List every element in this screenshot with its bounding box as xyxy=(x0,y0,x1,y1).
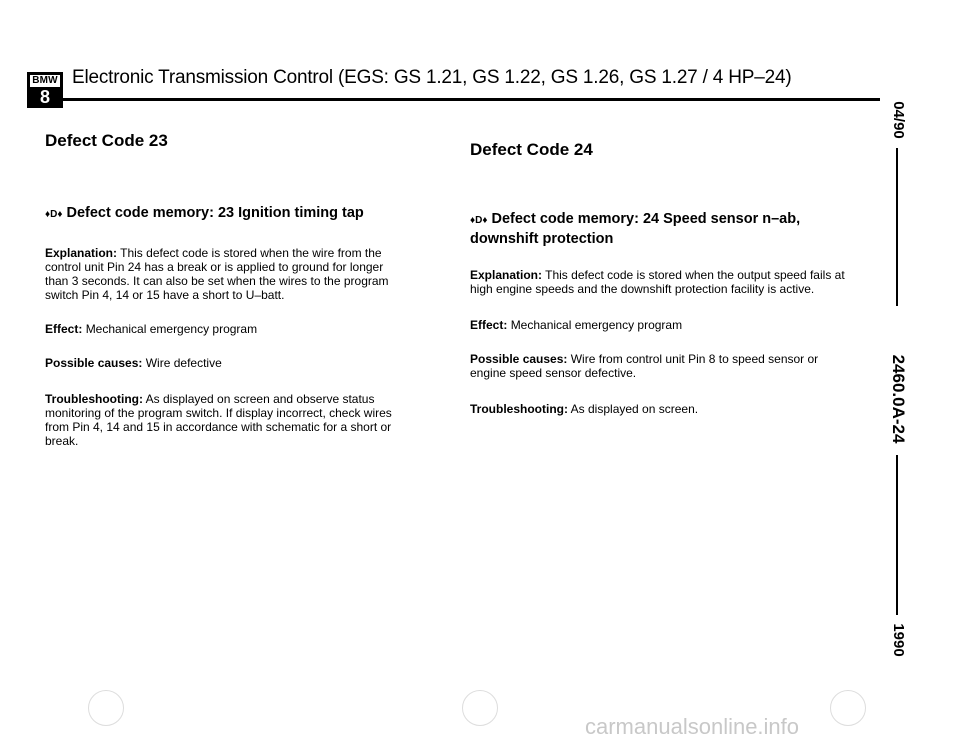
left-causes-label: Possible causes: xyxy=(45,356,143,370)
left-causes-text: Wire defective xyxy=(145,356,222,370)
side-divider-2 xyxy=(896,455,898,615)
logo-brand: BMW xyxy=(30,75,60,87)
left-troubleshooting xyxy=(45,392,405,448)
right-effect-text: Mechanical emergency program xyxy=(510,318,683,332)
left-column xyxy=(45,204,405,448)
right-explanation-label: Explanation: xyxy=(470,268,543,282)
side-date: 04/90 xyxy=(890,101,907,139)
right-troubleshooting xyxy=(470,402,845,416)
right-causes xyxy=(470,352,845,380)
punch-hole-left xyxy=(88,690,124,726)
right-effect-label: Effect: xyxy=(470,318,508,332)
left-troubleshooting-label: Troubleshooting: xyxy=(45,392,143,406)
right-explanation-text: This defect code is stored when the output speed fails at high engine speeds and the downshift protection facility is active. xyxy=(470,268,845,296)
side-divider-1 xyxy=(896,148,898,306)
punch-hole-right xyxy=(830,690,866,726)
right-explanation xyxy=(470,268,845,296)
left-memory-text: Defect code memory: 23 Ignition timing tap xyxy=(66,205,364,221)
right-memory-heading xyxy=(470,210,845,248)
side-document-number: 2460.0A-24 xyxy=(889,354,908,444)
left-defect-code-title: Defect Code 23 xyxy=(45,131,168,150)
bmw-logo xyxy=(27,72,63,108)
right-troubleshooting-text: As displayed on screen. xyxy=(570,402,699,416)
left-memory-heading xyxy=(45,204,405,224)
right-column xyxy=(470,210,845,416)
left-troubleshooting-text: As displayed on screen and observe status monitoring of the program switch. If display incorrect, check wires from Pin 4, 14 and 15 in accordance with schematic for a short or break. xyxy=(45,392,392,448)
left-effect-text: Mechanical emergency program xyxy=(85,322,258,336)
right-effect xyxy=(470,318,845,332)
left-effect xyxy=(45,322,405,336)
header-divider xyxy=(60,98,880,101)
left-effect-label: Effect: xyxy=(45,322,83,336)
right-causes-text: Wire from control unit Pin 8 to speed sensor or engine speed sensor defective. xyxy=(470,352,819,380)
side-year: 1990 xyxy=(890,623,907,657)
watermark: carmanualsonline.info xyxy=(585,714,800,739)
left-explanation-label: Explanation: xyxy=(45,246,118,260)
right-causes-label: Possible causes: xyxy=(470,352,568,366)
page-header-title: Electronic Transmission Control (EGS: GS 1.21, GS 1.22, GS 1.26, GS 1.27 / 4 HP–24) xyxy=(72,67,792,88)
left-memory-bullet: ♦D♦ xyxy=(45,209,63,220)
left-explanation-text: This defect code is stored when the wire from the control unit Pin 24 has a break or is applied to ground for longer than 3 seconds. It can also be set when the wires to the program switch Pin 4, 14 or 15 have a short to U–batt. xyxy=(45,246,389,302)
right-troubleshooting-label: Troubleshooting: xyxy=(470,402,568,416)
right-memory-bullet: ♦D♦ xyxy=(470,215,488,226)
punch-hole-center xyxy=(462,690,498,726)
right-memory-text: Defect code memory: 24 Speed sensor n–ab, downshift protection xyxy=(470,211,801,247)
right-defect-code-title: Defect Code 24 xyxy=(470,140,593,159)
logo-section-number: 8 xyxy=(39,87,50,107)
left-explanation xyxy=(45,246,405,302)
left-causes xyxy=(45,356,405,370)
